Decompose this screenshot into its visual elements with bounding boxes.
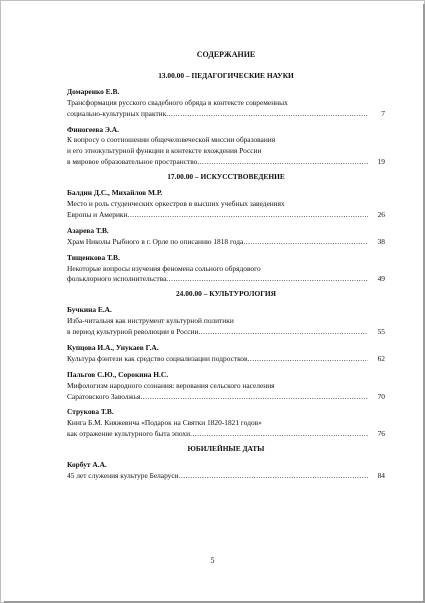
entry-title-line: Место и роль студенческих оркестров в высших учебных заведениях — [67, 198, 285, 208]
dot-leader — [248, 354, 369, 365]
entry-author: Струкова Т.В. — [67, 407, 114, 417]
entry-title-last-line — [67, 327, 385, 338]
entry-page-number: 70 — [377, 391, 385, 401]
entry-page-number: 76 — [377, 429, 385, 439]
toc-entry[interactable] — [67, 460, 385, 482]
entry-title-line: К вопросу о соотношении общечеловеческой миссии образования — [67, 135, 276, 145]
entry-title-last-line — [67, 471, 385, 482]
entry-title-last-line — [67, 274, 385, 285]
entry-author: Корбут А.А. — [67, 460, 107, 470]
toc-sections — [67, 71, 385, 482]
toc-title: СОДЕРЖАНИЕ — [196, 50, 256, 59]
section-heading: 24.00.00 – КУЛЬТУРОЛОГИЯ — [175, 289, 276, 299]
entry-title-line: Мифологизм народного сознания: верования сельского населения — [67, 380, 275, 390]
entry-page-number: 7 — [381, 108, 385, 118]
dot-leader — [140, 392, 368, 403]
dot-leader — [127, 210, 368, 221]
entry-title-line: Книга Б.М. Княжевича «Подарок на Святки 1820-1821 годов» — [67, 418, 262, 428]
entry-author: Домаренко Е.В. — [67, 86, 120, 96]
entry-title-text: 45 лет служения культуре Беларуси — [67, 471, 179, 480]
entry-title-last-line — [67, 210, 385, 221]
toc-entry[interactable] — [67, 305, 385, 338]
dot-leader — [190, 429, 368, 440]
entry-author: Азарева Т.В. — [67, 225, 109, 235]
entry-title-text: Храм Николы Рыбного в г. Орле по описанию 1818 года — [67, 236, 244, 246]
entry-author: Финогеева Э.А. — [67, 124, 119, 134]
entry-author: Бучкина Е.А. — [67, 305, 112, 315]
entry-title-text: социально-культурных практик — [67, 108, 167, 118]
section-heading: ЮБИЛЕЙНЫЕ ДАТЫ — [187, 444, 265, 454]
entry-title-last-line — [67, 157, 385, 168]
entry-author: Балдин Д.С., Михайлов М.Р. — [67, 188, 163, 198]
entry-title-line: и его этнокультурной функции в контексте вхождения России — [67, 146, 262, 156]
entry-title-text: фольклорного исполнительства — [67, 274, 167, 284]
section-heading: 17.00.00 – ИСКУССТВОВЕДЕНИЕ — [167, 172, 285, 182]
page-number: 5 — [210, 556, 215, 565]
entry-title-text: как отражение культурного быта эпохи — [67, 429, 191, 439]
entry-author: Тищенкова Т.В. — [67, 252, 120, 262]
entry-title-text: в период культурной революции в России — [67, 327, 199, 337]
entry-page-number: 19 — [377, 157, 385, 167]
section-heading: 13.00.00 – ПЕДАГОГИЧЕСКИЕ НАУКИ — [158, 70, 294, 80]
toc-entry[interactable] — [67, 226, 385, 248]
dot-leader — [179, 471, 368, 482]
dot-leader — [166, 274, 368, 285]
entry-title-last-line — [67, 354, 385, 365]
dot-leader — [166, 109, 368, 120]
toc-entry[interactable] — [67, 407, 385, 440]
entry-page-number: 38 — [377, 236, 385, 246]
entry-title-text: Саратовского Заволжья — [67, 391, 141, 401]
entry-title-last-line — [67, 109, 385, 120]
entry-page-number: 62 — [377, 353, 385, 363]
entry-author: Купцова И.А., Унукаев Г.А. — [67, 342, 159, 352]
entry-title-text: Европы и Америки — [67, 209, 128, 219]
entry-title-text: Культура фэнтези как средство социализации подростков — [67, 353, 248, 363]
dot-leader — [198, 327, 368, 338]
toc-entry[interactable] — [67, 370, 385, 403]
toc-entry[interactable] — [67, 343, 385, 365]
toc-entry[interactable] — [67, 125, 385, 169]
entry-title-line: Изба-читальня как инструмент культурной политики — [67, 316, 234, 326]
entry-title-last-line — [67, 237, 385, 248]
entry-page-number: 84 — [377, 471, 385, 480]
entry-title-last-line — [67, 429, 385, 440]
entry-title-line: Некоторые вопросы изучения феномена сольного обрядового — [67, 263, 261, 273]
table-of-contents — [67, 50, 385, 482]
toc-entry[interactable] — [67, 87, 385, 120]
entry-page-number: 26 — [377, 209, 385, 219]
dot-leader — [197, 157, 368, 168]
entry-title-line: Трансформация русского свадебного обряда в контексте современных — [67, 97, 288, 107]
toc-entry[interactable] — [67, 253, 385, 286]
dot-leader — [243, 237, 368, 248]
toc-entry[interactable] — [67, 188, 385, 221]
entry-page-number: 55 — [377, 327, 385, 337]
entry-title-text: в мировое образовательное пространство — [67, 157, 198, 167]
entry-author: Пальгов С.Ю., Сорокина Н.С. — [67, 369, 169, 379]
entry-title-last-line — [67, 392, 385, 403]
entry-page-number: 49 — [377, 274, 385, 284]
